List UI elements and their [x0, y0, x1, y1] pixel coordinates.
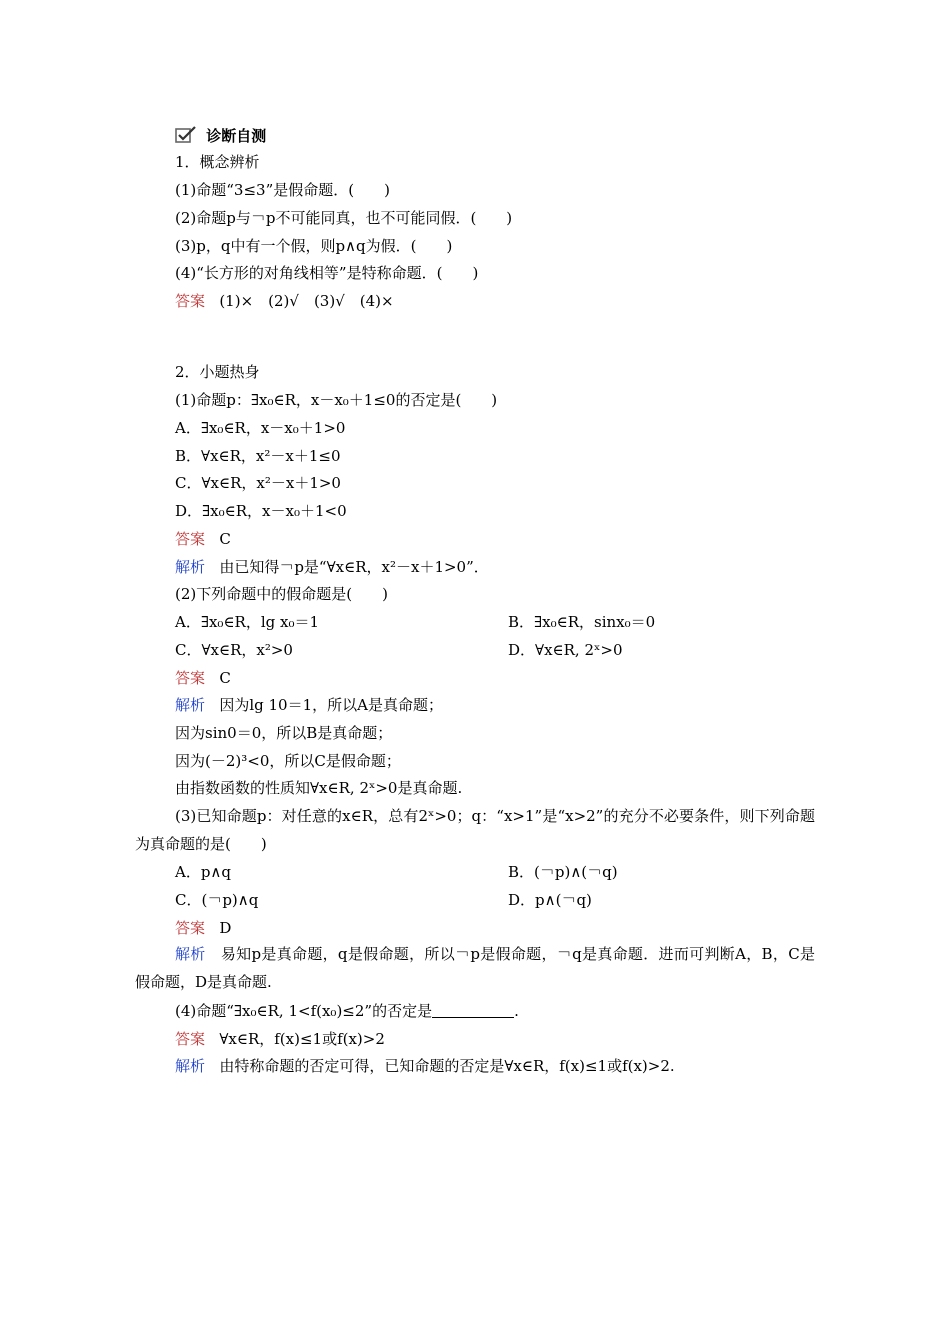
analysis-text: 因为lg 10＝1，所以A是真命题；: [219, 696, 443, 714]
answer-label: 答案: [175, 1030, 206, 1048]
p3-option: D．p∧(￢q): [508, 891, 592, 909]
p3-option: C．(￢p)∧q: [175, 891, 259, 909]
analysis-label: 解析: [175, 1057, 206, 1075]
section-header: [175, 126, 266, 149]
p2-option: D．∀x∈R, 2ˣ>0: [508, 641, 623, 659]
check-pencil-icon: [175, 126, 197, 149]
q1-item: (3)p，q中有一个假，则p∧q为假．( ): [175, 237, 453, 255]
analysis-text: 易知p是真命题，q是假命题，所以￢p是假命题，￢q是真命题．进而可判断A，B，C是假命题，D是真命题.: [135, 945, 815, 991]
analysis-label: 解析: [175, 945, 206, 963]
p2-analysis-line: 因为sin0＝0，所以B是真命题；: [175, 724, 393, 742]
answer-label: 答案: [175, 292, 206, 310]
p3-analysis-row: [135, 940, 815, 996]
p1-option: C．∀x∈R，x²－x＋1>0: [175, 474, 341, 492]
p3-stem: (3)已知命题p：对任意的x∈R，总有2ˣ>0；q：“x>1”是“x>2”的充分不必要条件，则下列命题为真命题的是( ): [135, 807, 815, 853]
p2-answer-row: [175, 668, 231, 688]
p3-option: A．p∧q: [175, 863, 232, 881]
p2-analysis-line: 因为(－2)³<0，所以C是假命题；: [175, 752, 401, 770]
answer-text: C: [219, 669, 231, 687]
p2-analysis-line: 由指数函数的性质知∀x∈R, 2ˣ>0是真命题.: [175, 779, 463, 797]
answer-text: (1)× (2)√ (3)√ (4)×: [219, 292, 394, 310]
p4-answer-row: [175, 1029, 385, 1049]
p1-analysis-row: [175, 557, 489, 577]
p1-stem: (1)命题p：∃x₀∈R，x－x₀＋1≤0的否定是( ): [175, 391, 498, 409]
answer-label: 答案: [175, 669, 206, 687]
analysis-text: 由特称命题的否定可得，已知命题的否定是∀x∈R，f(x)≤1或f(x)>2.: [219, 1057, 675, 1075]
q1-item: (1)命题“3≤3”是假命题．( ): [175, 181, 390, 199]
analysis-text: 由已知得￢p是“∀x∈R，x²－x＋1>0”．: [219, 558, 489, 576]
analysis-label: 解析: [175, 558, 206, 576]
q1-item: (4)“长方形的对角线相等”是特称命题．( ): [175, 264, 479, 282]
p4-stem-row: [175, 1001, 519, 1021]
answer-label: 答案: [175, 530, 206, 548]
p2-option: B．∃x₀∈R，sinx₀＝0: [508, 613, 656, 631]
q1-heading: 1．概念辨析: [175, 153, 260, 171]
p2-option: C．∀x∈R，x²>0: [175, 641, 293, 659]
answer-text: ∀x∈R，f(x)≤1或f(x)>2: [219, 1030, 385, 1048]
q1-answer-row: [175, 291, 394, 311]
answer-blank: [432, 1003, 514, 1018]
p1-option: B．∀x∈R，x²－x＋1≤0: [175, 447, 341, 465]
p2-option-row: [175, 612, 319, 632]
p4-analysis-row: [175, 1056, 675, 1076]
p2-stem: (2)下列命题中的假命题是( ): [175, 585, 388, 603]
p3-option: B．(￢p)∧(￢q): [508, 863, 618, 881]
p1-answer-row: [175, 529, 231, 549]
p2-option: A．∃x₀∈R，lg x₀＝1: [175, 613, 320, 631]
p4-stem: (4)命题“∃x₀∈R, 1<f(x₀)≤2”的否定是: [175, 1002, 433, 1020]
p1-option: A．∃x₀∈R，x－x₀＋1>0: [175, 419, 346, 437]
q2-heading: 2．小题热身: [175, 363, 260, 381]
section-title: 诊断自测: [206, 127, 267, 145]
p4-stem-end: .: [514, 1002, 519, 1020]
p2-analysis-row: [175, 695, 443, 715]
analysis-label: 解析: [175, 696, 206, 714]
p1-option: D．∃x₀∈R，x－x₀＋1<0: [175, 502, 347, 520]
q1-item: (2)命题p与￢p不可能同真，也不可能同假．( ): [175, 209, 513, 227]
p3-answer-row: [175, 918, 231, 938]
answer-text: C: [219, 530, 231, 548]
answer-text: D: [219, 919, 232, 937]
answer-label: 答案: [175, 919, 206, 937]
